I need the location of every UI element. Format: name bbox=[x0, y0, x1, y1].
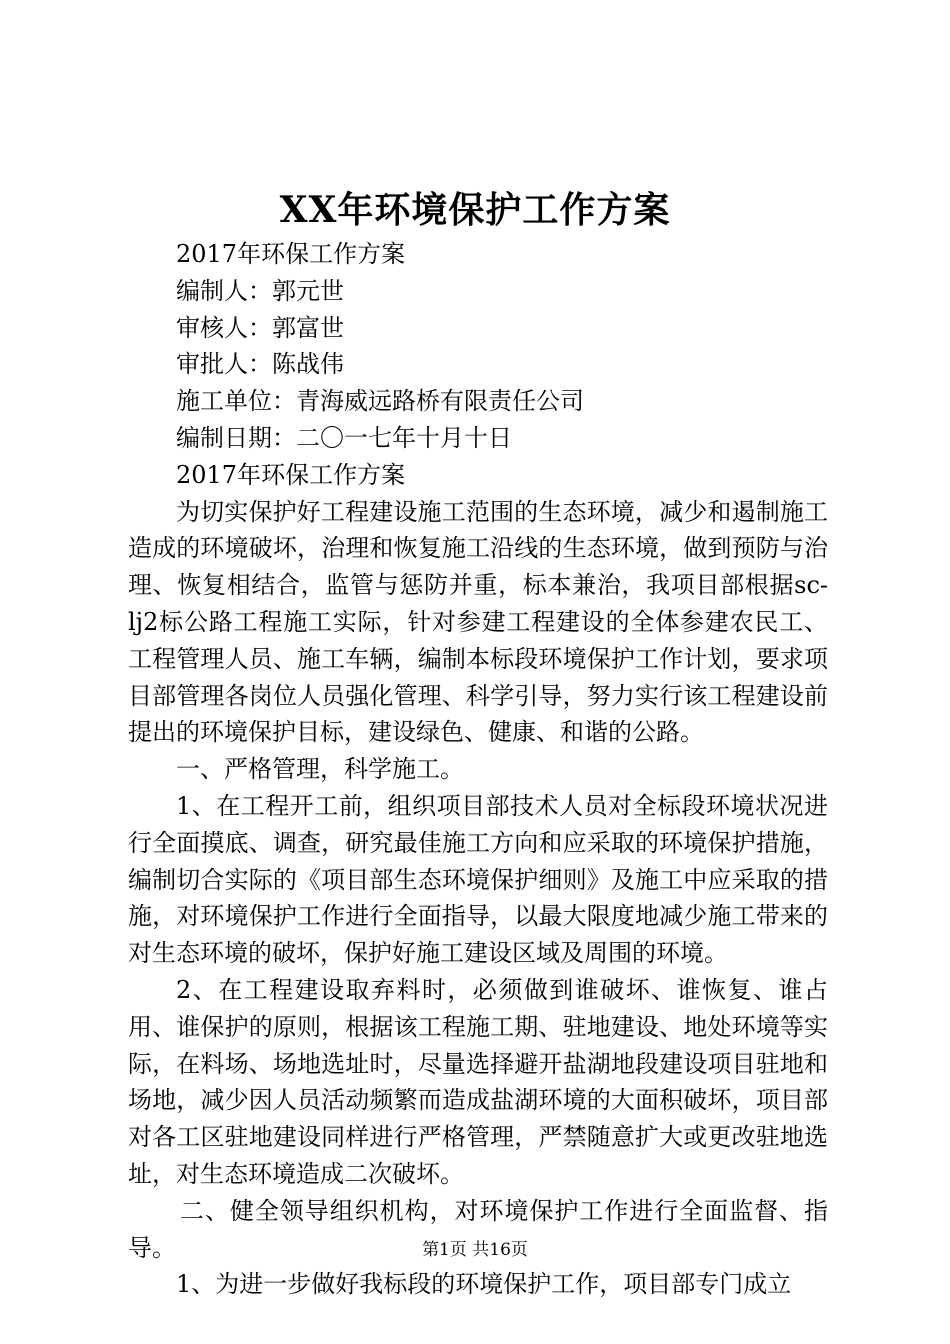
paragraph-intro: 为切实保护好工程建设施工范围的生态环境，减少和遏制施工造成的环境破坏，治理和恢复施工沿线的生态环境，做到预防与治理、恢复相结合，监管与惩防并重，标本兼治，我项目部根据sc-lj2标公路工程施工实际，针对参建工程建设的全体参建农民工、工程管理人员、施工车辆，编制本标段环境保护工作计划，要求项目部管理各岗位人员强化管理、科学引导，努力实行该工程建设前提出的环境保护目标，建设绿色、健康、和谐的公路。 bbox=[128, 497, 828, 747]
header-line-contractor: 施工单位：青海威远路桥有限责任公司 bbox=[176, 387, 584, 416]
paragraph-2-1: 1、为进一步做好我标段的环境保护工作，项目部专门成立 bbox=[176, 1270, 792, 1299]
header-line-author: 编制人：郭元世 bbox=[176, 276, 344, 305]
section-heading-2: 二、健全领导组织机构，对环境保护工作进行全面监督、指导。 bbox=[128, 1196, 828, 1262]
paragraph-1-1: 1、在工程开工前，组织项目部技术人员对全标段环境状况进行全面摸底、调查，研究最佳施工方向和应采取的环境保护措施，编制切合实际的《项目部生态环境保护细则》及施工中应采取的措施，对环境保护工作进行全面指导，以最大限度地减少施工带来的对生态环境的破坏，保护好施工建设区域及周围的环境。 bbox=[128, 791, 828, 968]
page-footer: 第1页 共16页 bbox=[422, 1240, 528, 1260]
header-line-plan-name: 2017年环保工作方案 bbox=[176, 240, 406, 268]
section-heading-1: 一、严格管理，科学施工。 bbox=[176, 755, 464, 784]
header-line-approver: 审批人：陈战伟 bbox=[176, 350, 344, 379]
document-body bbox=[128, 236, 828, 1303]
paragraph-1-2: 2、在工程建设取弃料时，必须做到谁破坏、谁恢复、谁占用、谁保护的原则，根据该工程施工期、驻地建设、地处环境等实际，在料场、场地选址时，尽量选择避开盐湖地段建设项目驻地和场地，减少因人员活动频繁而造成盐湖环境的大面积破坏，项目部对各工区驻地建设同样进行严格管理，严禁随意扩大或更改驻地选址，对生态环境造成二次破坏。 bbox=[128, 975, 828, 1188]
header-line-reviewer: 审核人：郭富世 bbox=[176, 313, 344, 342]
document-title: XX年环境保护工作方案 bbox=[279, 189, 671, 231]
header-line-plan-name-repeat: 2017年环保工作方案 bbox=[176, 460, 406, 489]
header-line-date: 编制日期：二〇一七年十月十日 bbox=[176, 423, 512, 452]
